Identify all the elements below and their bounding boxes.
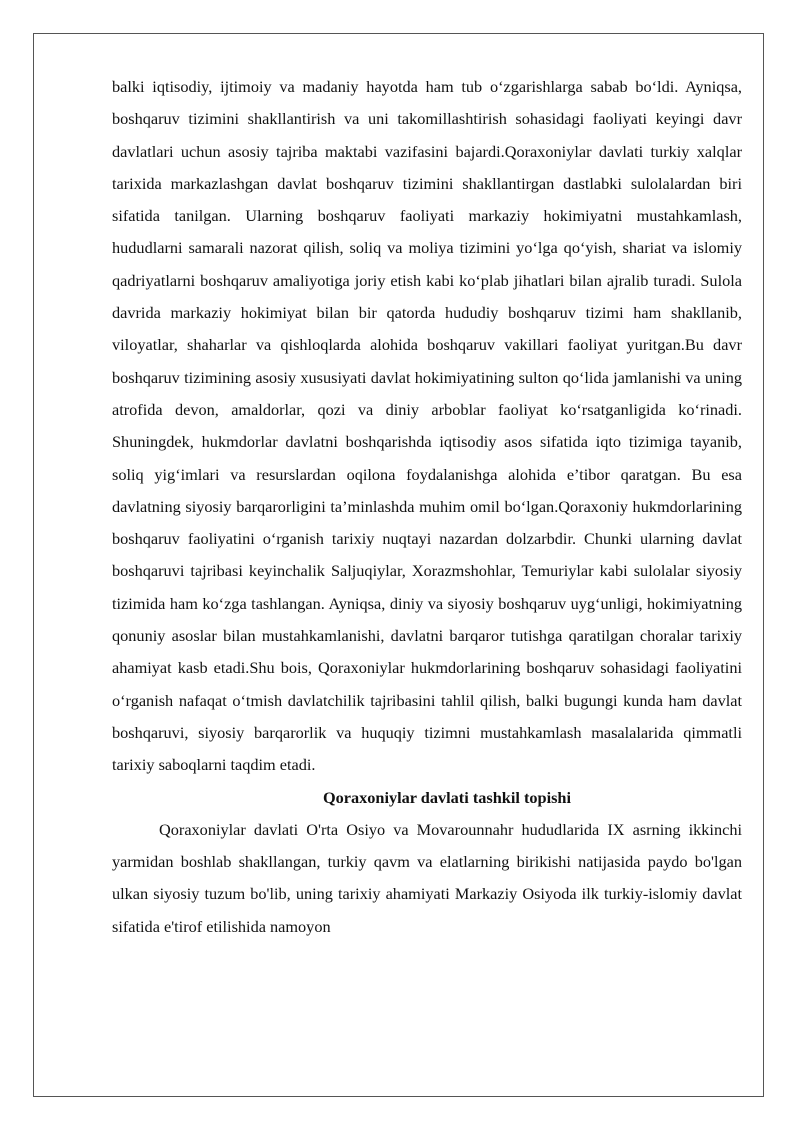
- body-paragraph: Qoraxoniylar davlati O'rta Osiyo va Movarounnahr hududlarida IX asrning ikkinchi yarmidan boshlab shakllangan, turkiy qavm va elatlarning birikishi natijasida paydo bo'lgan ulkan siyosiy tuzum bo'lib, uning tarixiy ahamiyati Markaziy Osiyoda ilk turkiy-islomiy davlat sifatida e'tirof etilishida namoyon: [112, 819, 742, 936]
- section-heading: Qoraxoniylar davlati tashkil topishi: [322, 787, 572, 807]
- document-body: [112, 71, 742, 943]
- body-paragraph: balki iqtisodiy, ijtimoiy va madaniy hayotda ham tub o‘zgarishlarga sabab bo‘ldi. Ayniqsa, boshqaruv tizimini shakllantirish va uni takomillashtirish sohasidagi faoliyati keyingi davr davlatlari uchun asosiy tajriba maktabi vazifasini bajardi.Qoraxoniylar davlati turkiy xalqlar tarixida markazlashgan davlat boshqaruv tizimini shakllantirgan dastlabki sulolalardan biri sifatida tanilgan. Ularning boshqaruv faoliyati markaziy hokimiyatni mustahkamlash, hududlarni samarali nazorat qilish, soliq va moliya tizimini yo‘lga qo‘yish, shariat va islomiy qadriyatlarni boshqaruv amaliyotiga joriy etish kabi ko‘plab jihatlari bilan ajralib turadi. Sulola davrida markaziy hokimiyat bilan bir qatorda hududiy boshqaruv tizimi ham shakllanib, viloyatlar, shaharlar va qishloqlarda alohida boshqaruv vakillari faoliyat yuritgan.Bu davr boshqaruv tizimining asosiy xususiyati davlat hokimiyatining sulton qo‘lida jamlanishi va uning atrofida devon, amaldorlar, qozi va diniy arboblar faoliyat ko‘rsatganligida ko‘rinadi. Shuningdek, hukmdorlar davlatni boshqarishda iqtisodiy asos sifatida iqto tizimiga tayanib, soliq yig‘imlari va resurslardan oqilona foydalanishga alohida e’tibor qaratgan. Bu esa davlatning siyosiy barqarorligini ta’minlashda muhim omil bo‘lgan.Qoraxoniy hukmdorlarining boshqaruv faoliyatini o‘rganish tarixiy nuqtayi nazardan dolzarbdir. Chunki ularning davlat boshqaruvi tajribasi keyinchalik Saljuqiylar, Xorazmshohlar, Temuriylar kabi sulolalar siyosiy tizimida ham ko‘zga tashlangan. Ayniqsa, diniy va siyosiy boshqaruv uyg‘unligi, hokimiyatning qonuniy asoslar bilan mustahkamlanishi, davlatni barqaror tutishga qaratilgan choralar tarixiy ahamiyat kasb etadi.Shu bois, Qoraxoniylar hukmdorlarining boshqaruv sohasidagi faoliyatini o‘rganish nafaqat o‘tmish davlatchilik tajribasini tahlil qilish, balki bugungi kunda ham davlat boshqaruvi, siyosiy barqarorlik va huquqiy tizimni mustahkamlash masalalarida qimmatli tarixiy saboqlarni taqdim etadi.: [112, 77, 742, 775]
